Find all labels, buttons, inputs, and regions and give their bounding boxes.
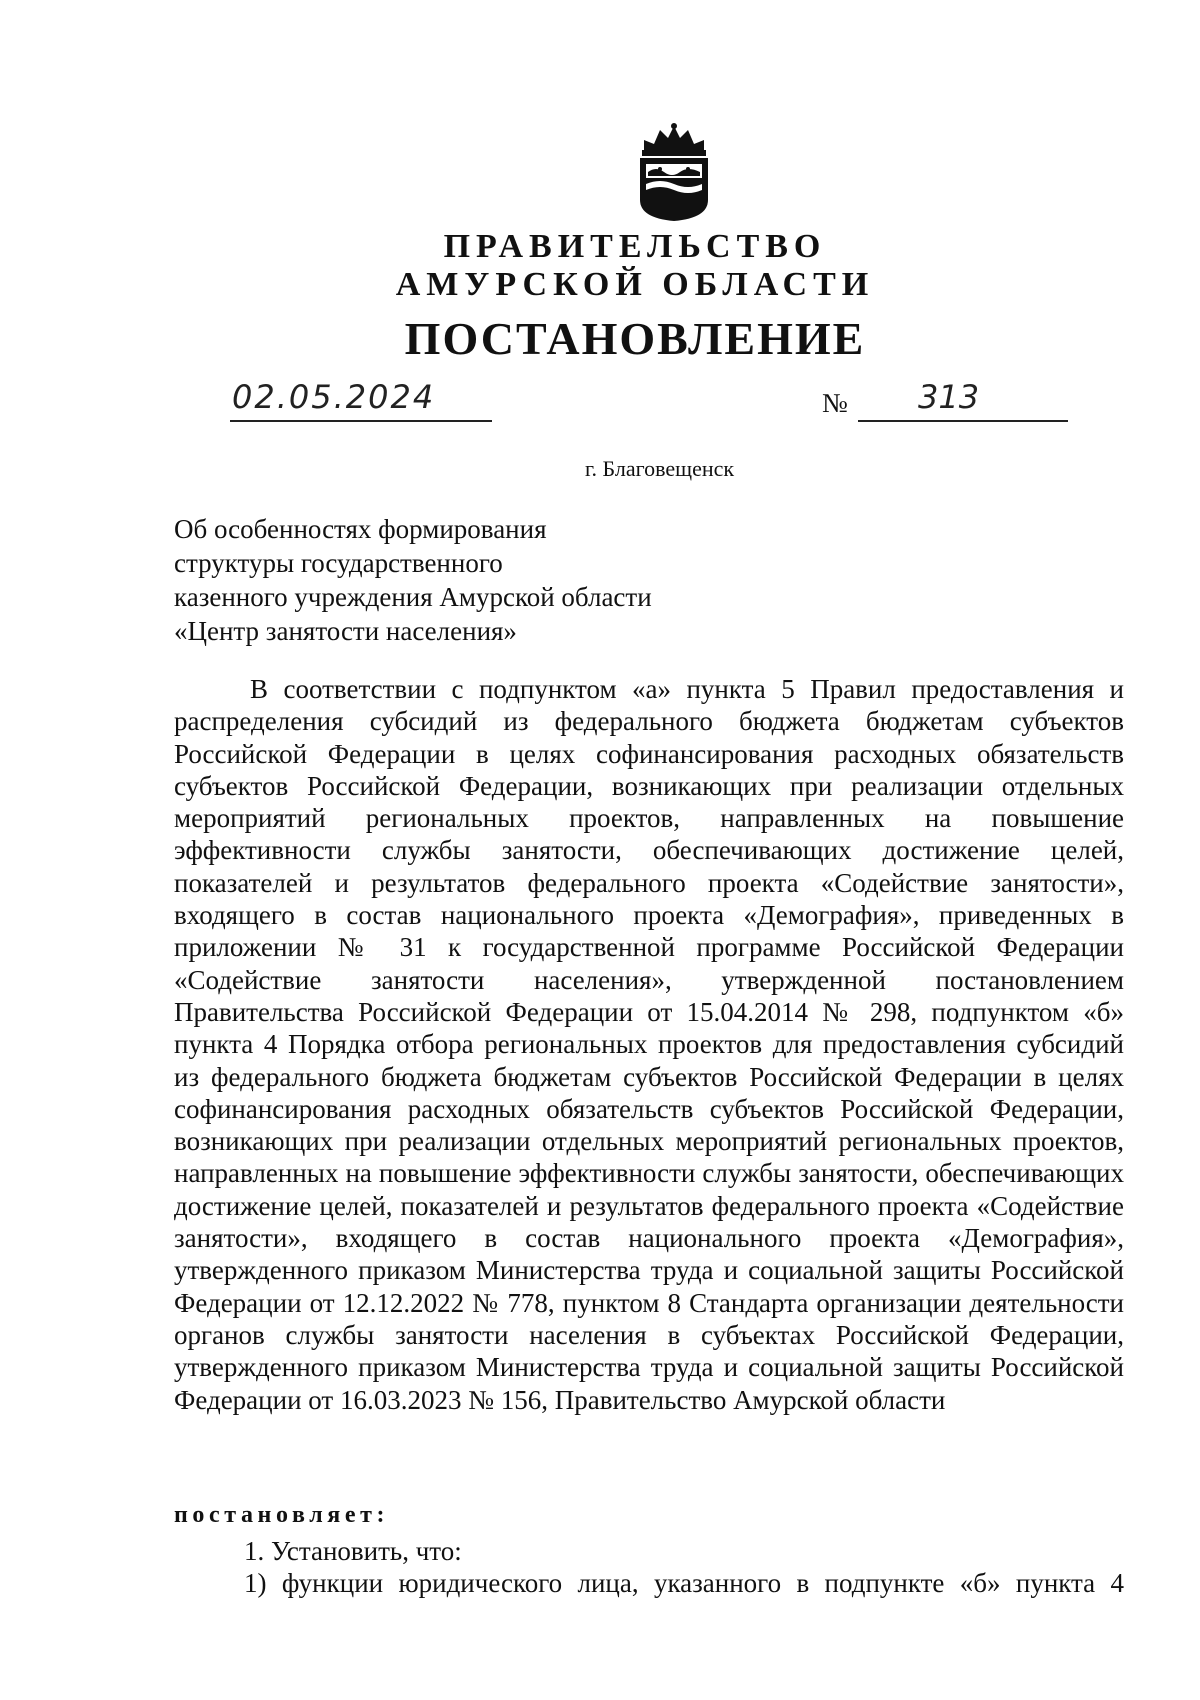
preamble-paragraph: В соответствии с подпунктом «а» пункта 5 Правил предоставления и распределения субсидий из федерального бюджета бюджетам субъектов Российской Федерации в целях софинансирования расходных обязательств субъектов Российской Федерации, возникающих при реализации отдельных мероприятий региональных проектов, направленных на повышение эффективности службы занятости, обеспечивающих достижение целей, показателей и результатов федерального проекта «Содействие занятости», входящего в состав национального проекта «Демография», приведенных в приложении № 31 к государственной программе Российской Федерации «Содействие занятости населения», утвержденной постановлением Правительства Российской Федерации от 15.04.2014 № 298, подпунктом «б» пункта 4 Порядка отбора региональных проектов для предоставления субсидий из федерального бюджета бюджетам субъектов Российской Федерации в целях софинансирования расходных обязательств субъектов Российской Федерации, возникающих при реализации отдельных мероприятий региональных проектов, направленных на повышение эффективности службы занятости, обеспечивающих достижение целей, показателей и результатов федерального проекта «Содействие занятости», входящего в состав национального проекта «Демография», утвержденного приказом Министерства труда и социальной защиты Российской Федерации от 12.12.2022 № 778, пунктом 8 Стандарта организации деятельности органов службы занятости населения в субъектах Российской Федерации, утвержденного приказом Министерства труда и социальной защиты Российской Федерации от 16.03.2023 № 156, Правительство Амурской области <box>174 674 1124 1415</box>
date-underline <box>230 420 492 422</box>
clause-1-subitem-1: 1) функции юридического лица, указанного в подпункте «б» пункта 4 <box>244 1568 1124 1598</box>
subject-line: «Центр занятости населения» <box>174 616 517 646</box>
document-subject <box>174 512 874 648</box>
subject-line: казенного учреждения Амурской области <box>174 582 652 612</box>
subject-line: Об особенностях формирования <box>174 514 547 544</box>
document-date-field <box>232 378 492 424</box>
number-sign: № <box>822 388 848 418</box>
handwritten-number: 313 <box>918 378 980 416</box>
decrees-word: постановляет: <box>174 1502 390 1528</box>
subject-line: структуры государственного <box>174 548 503 578</box>
city-line: г. Благовещенск <box>585 456 735 481</box>
government-title: ПРАВИТЕЛЬСТВО <box>443 228 827 265</box>
clause-1: 1. Установить, что: <box>244 1536 462 1566</box>
coat-of-arms-emblem <box>630 122 718 222</box>
region-title: АМУРСКОЙ ОБЛАСТИ <box>395 266 875 303</box>
number-underline <box>858 420 1068 422</box>
handwritten-date: 02.05.2024 <box>232 378 436 416</box>
document-type-title: ПОСТАНОВЛЕНИЕ <box>404 313 866 364</box>
document-number-field <box>858 378 1068 424</box>
